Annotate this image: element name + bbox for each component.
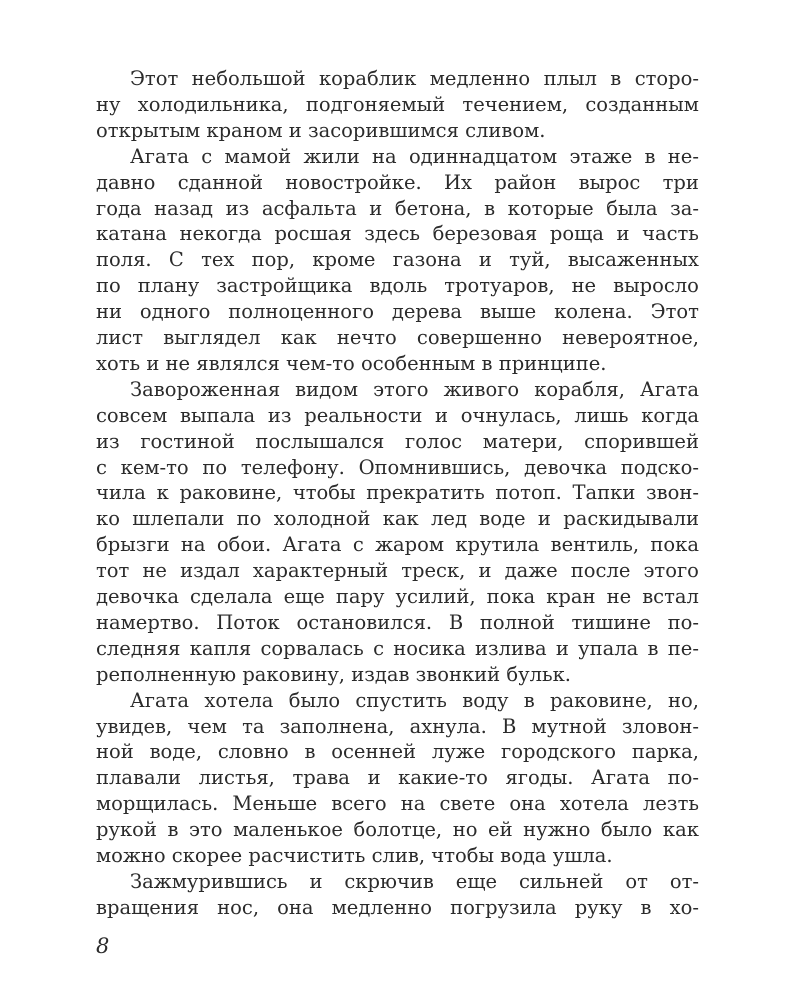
text-line: хоть и не являлся чем-то особенным в принципе. [96,351,607,375]
text-line: вращения нос, она медленно погрузила руку в хо- [96,895,699,919]
text-line: Агата хотела было спустить воду в раковине, но, [130,688,699,712]
text-line: катана некогда росшая здесь березовая роща и часть [96,222,699,246]
text-line: давно сданной новостройке. Их район вырос три [96,170,699,194]
text-line: увидев, чем та заполнена, ахнула. В мутной зловон- [96,714,699,738]
book-page-text [96,66,699,926]
text-line: плавали листья, трава и какие-то ягоды. Агата по- [96,766,699,790]
text-line: открытым краном и засорившимся сливом. [96,118,546,142]
text-line: Завороженная видом этого живого корабля, Агата [130,377,699,401]
text-line: реполненную раковину, издав звонкий бульк. [96,662,571,686]
text-line: Этот небольшой кораблик медленно плыл в сторо- [130,67,699,90]
text-line: совсем выпала из реальности и очнулась, лишь когда [96,403,699,427]
text-line: брызги на обои. Агата с жаром крутила вентиль, пока [96,533,699,557]
text-line: морщилась. Меньше всего на свете она хотела лезть [96,792,699,816]
text-line: из гостиной послышался голос матери, спорившей [96,429,699,453]
text-line: лист выглядел как нечто совершенно невероятное, [96,326,699,349]
text-line: Агата с мамой жили на одиннадцатом этаже в не- [130,144,699,168]
text-line: девочка сделала еще пару усилий, пока кран не встал [96,585,699,608]
text-line: ни одного полноценного дерева выше колена. Этот [96,300,699,324]
text-line: следняя капля сорвалась с носика излива и упала в пе- [96,636,699,660]
text-line: намертво. Поток остановился. В полной тишине по- [96,610,699,634]
text-line: Зажмурившись и скрючив еще сильней от от- [130,869,699,893]
text-line: года назад из асфальта и бетона, в которые была за- [96,196,699,220]
page-number: 8 [96,934,110,958]
text-line: с кем-то по телефону. Опомнившись, девочка подско- [96,455,699,479]
text-line: по плану застройщика вдоль тротуаров, не выросло [96,274,699,298]
text-line: ной воде, словно в осенней луже городского парка, [96,740,699,764]
text-line: ну холодильника, подгоняемый течением, созданным [96,92,699,116]
text-line: тот не издал характерный треск, и даже после этого [96,559,699,583]
text-line: можно скорее расчистить слив, чтобы вода ушла. [96,844,613,867]
text-line: чила к раковине, чтобы прекратить потоп. Тапки звон- [96,481,699,505]
text-line: ко шлепали по холодной как лед воде и раскидывали [96,507,699,531]
text-line: поля. С тех пор, кроме газона и туй, высаженных [96,248,699,272]
text-line: рукой в это маленькое болотце, но ей нужно было как [96,818,699,842]
